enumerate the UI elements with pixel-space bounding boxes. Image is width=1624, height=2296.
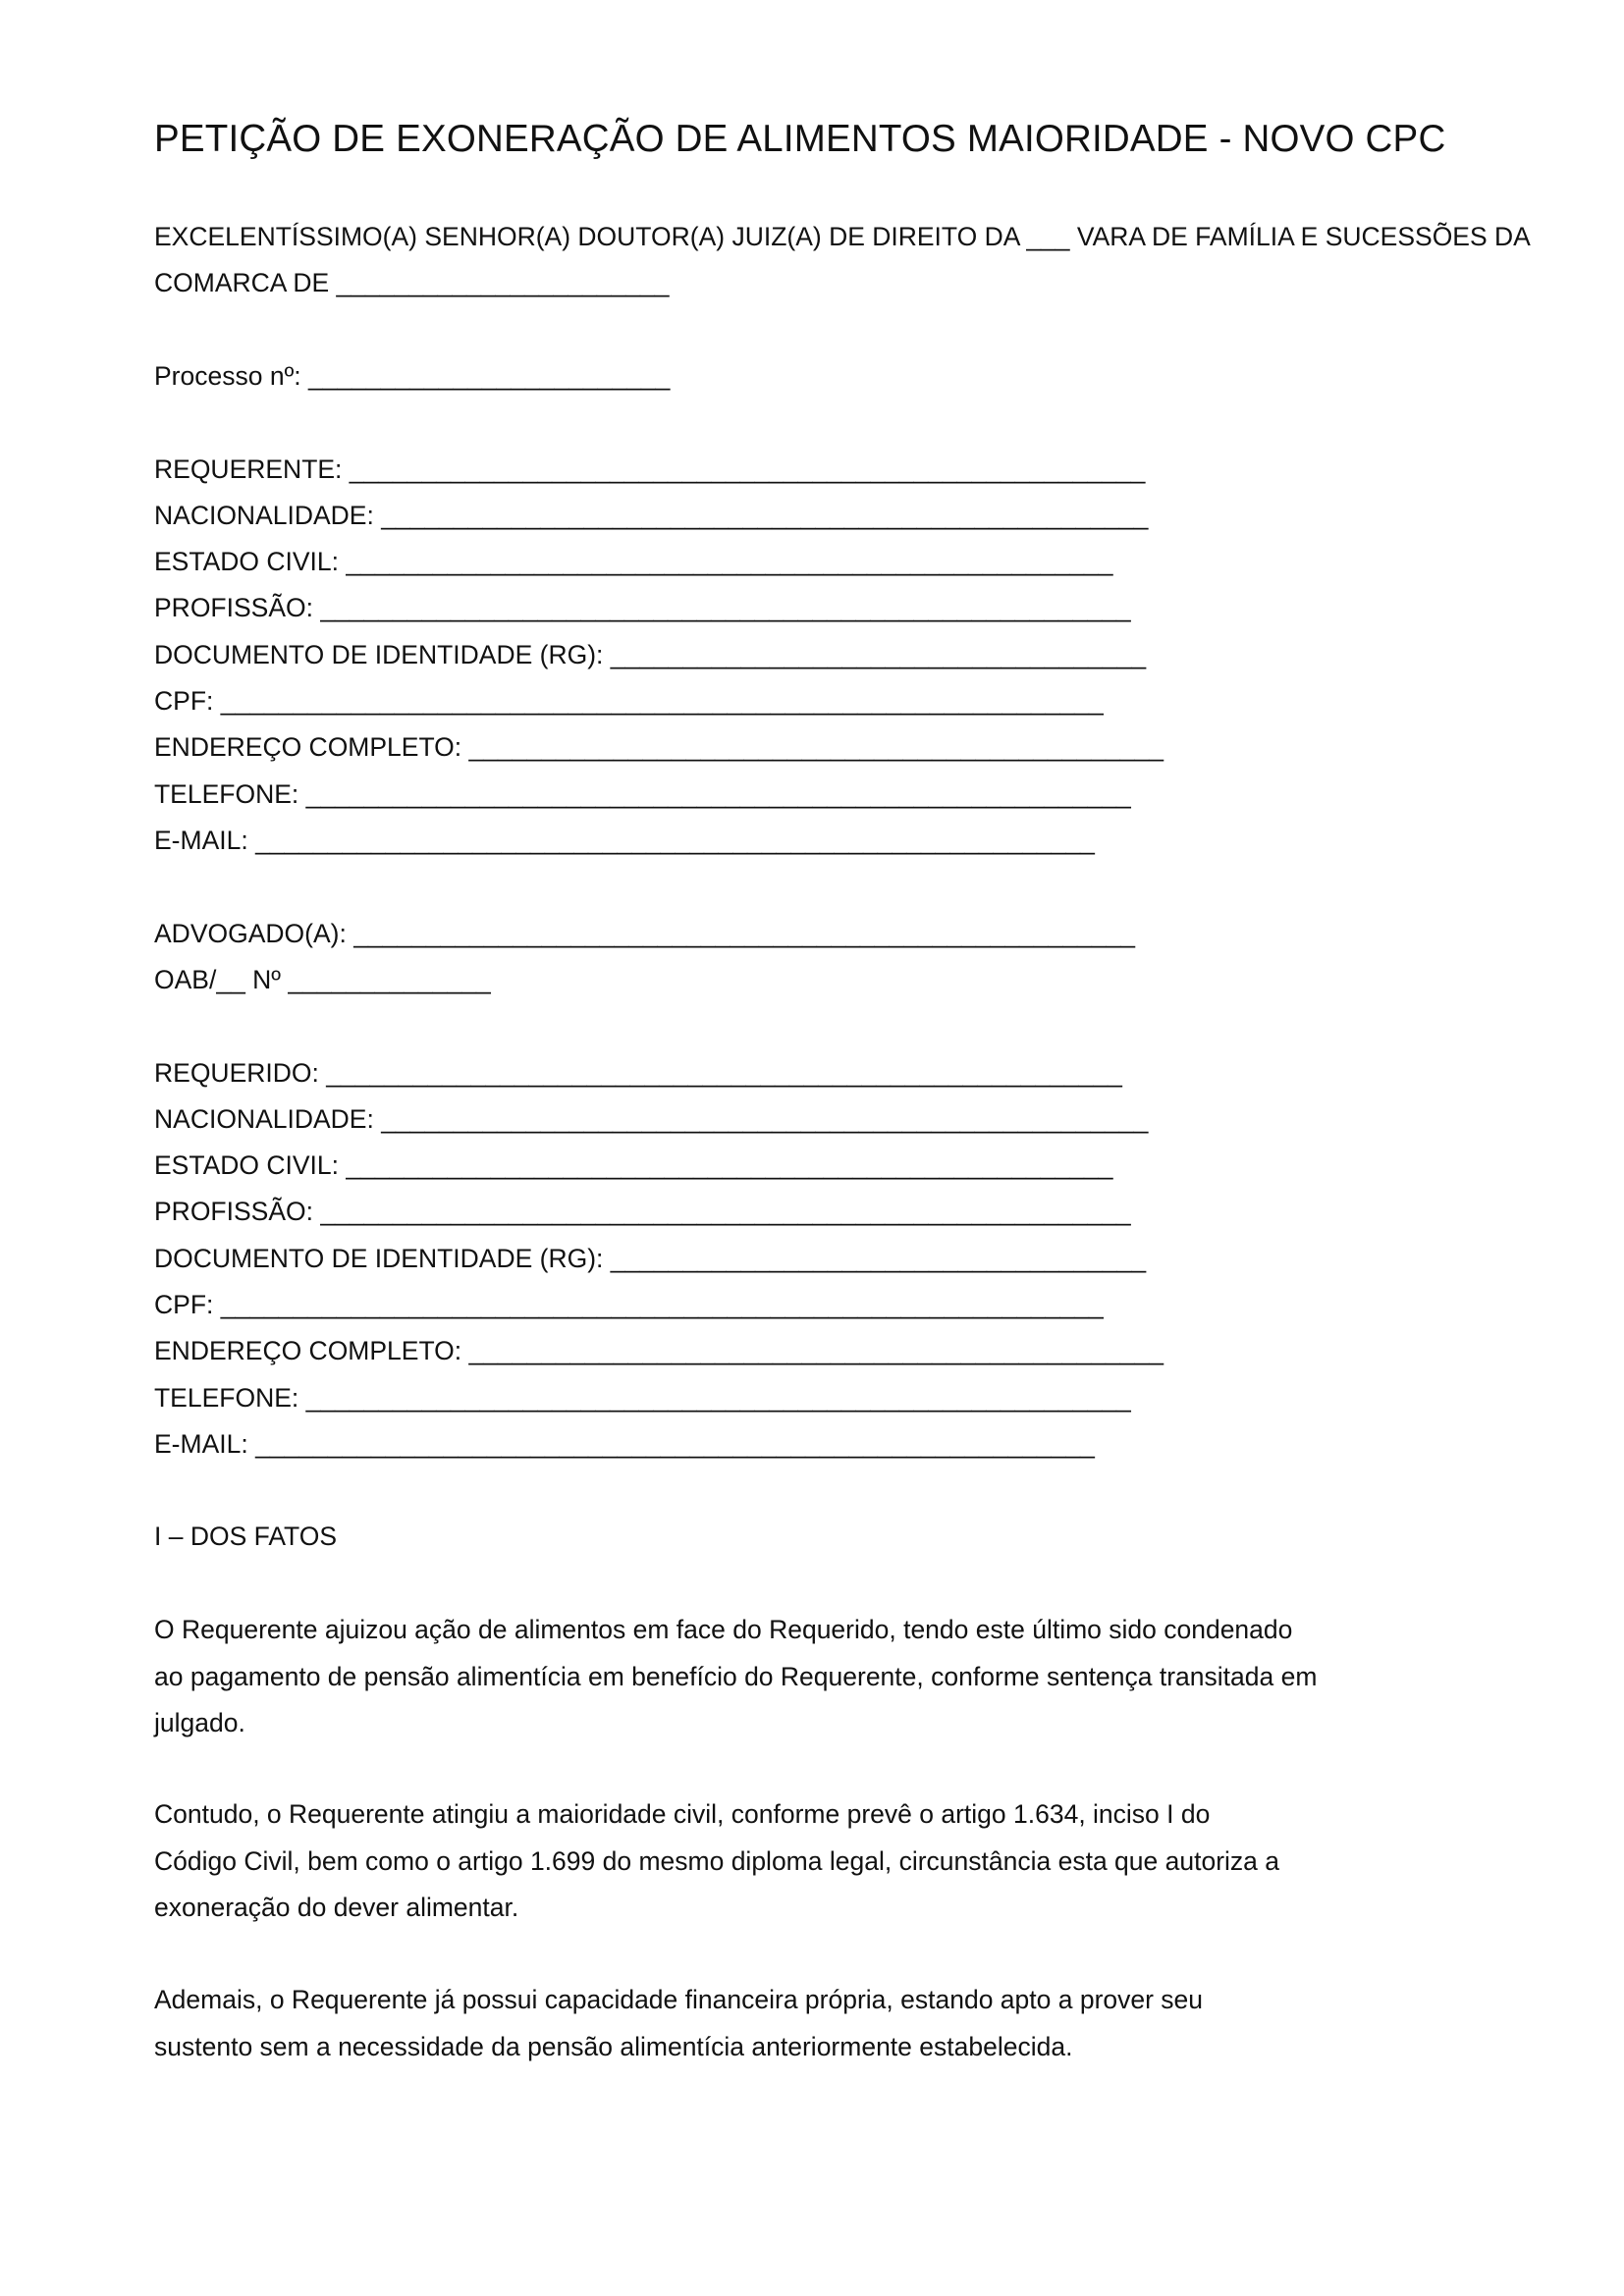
requerido-phone-field: TELEFONE: _________________________________________________________: [154, 1383, 1131, 1413]
requerente-cpf-field: CPF: _____________________________________________________________: [154, 686, 1104, 716]
requerido-rg-field: DOCUMENTO DE IDENTIDADE (RG): _____________________________________: [154, 1244, 1147, 1273]
requerente-rg-field: DOCUMENTO DE IDENTIDADE (RG): _____________________________________: [154, 640, 1147, 669]
requerente-profession-field: PROFISSÃO: ________________________________________________________: [154, 593, 1131, 622]
requerido-cpf-field: CPF: _____________________________________________________________: [154, 1290, 1104, 1319]
court-address-line-2: COMARCA DE _______________________: [154, 268, 670, 297]
advogado-oab-field: OAB/__ Nº ______________: [154, 965, 491, 994]
paragraph-line: julgado.: [154, 1708, 245, 1737]
requerido-civil-status-field: ESTADO CIVIL: _____________________________________________________: [154, 1150, 1113, 1180]
paragraph-line: ao pagamento de pensão alimentícia em benefício do Requerente, conforme sentença transitada em: [154, 1661, 1318, 1691]
requerido-profession-field: PROFISSÃO: ________________________________________________________: [154, 1197, 1131, 1226]
document-title: PETIÇÃO DE EXONERAÇÃO DE ALIMENTOS MAIORIDADE - NOVO CPC: [154, 118, 1446, 160]
paragraph-line: Contudo, o Requerente atingiu a maioridade civil, conforme prevê o artigo 1.634, inciso I do: [154, 1799, 1211, 1829]
paragraph-fatos-3: [154, 1985, 1431, 2078]
requerente-nationality-field: NACIONALIDADE: _____________________________________________________: [154, 501, 1149, 530]
paragraph-line: sustento sem a necessidade da pensão alimentícia anteriormente estabelecida.: [154, 2031, 1073, 2061]
court-address-line-1: EXCELENTÍSSIMO(A) SENHOR(A) DOUTOR(A) JUIZ(A) DE DIREITO DA ___ VARA DE FAMÍLIA E SUCESSÕES DA: [154, 222, 1531, 251]
paragraph-line: exoneração do dever alimentar.: [154, 1893, 519, 1922]
requerente-address-field: ENDEREÇO COMPLETO: ________________________________________________: [154, 732, 1164, 762]
paragraph-fatos-1: [154, 1615, 1431, 1755]
paragraph-fatos-2: [154, 1799, 1431, 1940]
advogado-name-field: ADVOGADO(A): ______________________________________________________: [154, 919, 1136, 948]
requerido-nationality-field: NACIONALIDADE: _____________________________________________________: [154, 1104, 1149, 1134]
paragraph-line: Código Civil, bem como o artigo 1.699 do mesmo diploma legal, circunstância esta que autoriza a: [154, 1845, 1279, 1876]
requerido-address-field: ENDEREÇO COMPLETO: ________________________________________________: [154, 1336, 1164, 1365]
processo-field: Processo nº: _________________________: [154, 361, 671, 391]
requerente-phone-field: TELEFONE: _________________________________________________________: [154, 779, 1131, 809]
requerido-email-field: E-MAIL: __________________________________________________________: [154, 1429, 1095, 1459]
paragraph-line: O Requerente ajuizou ação de alimentos em face do Requerido, tendo este último sido condenado: [154, 1615, 1293, 1644]
requerente-email-field: E-MAIL: __________________________________________________________: [154, 826, 1095, 855]
paragraph-line: Ademais, o Requerente já possui capacidade financeira própria, estando apto a prover seu: [154, 1985, 1204, 2014]
requerente-civil-status-field: ESTADO CIVIL: _____________________________________________________: [154, 547, 1113, 576]
section-heading-fatos: I – DOS FATOS: [154, 1522, 338, 1551]
requerente-name-field: REQUERENTE: _______________________________________________________: [154, 454, 1146, 484]
requerido-name-field: REQUERIDO: _______________________________________________________: [154, 1058, 1122, 1088]
